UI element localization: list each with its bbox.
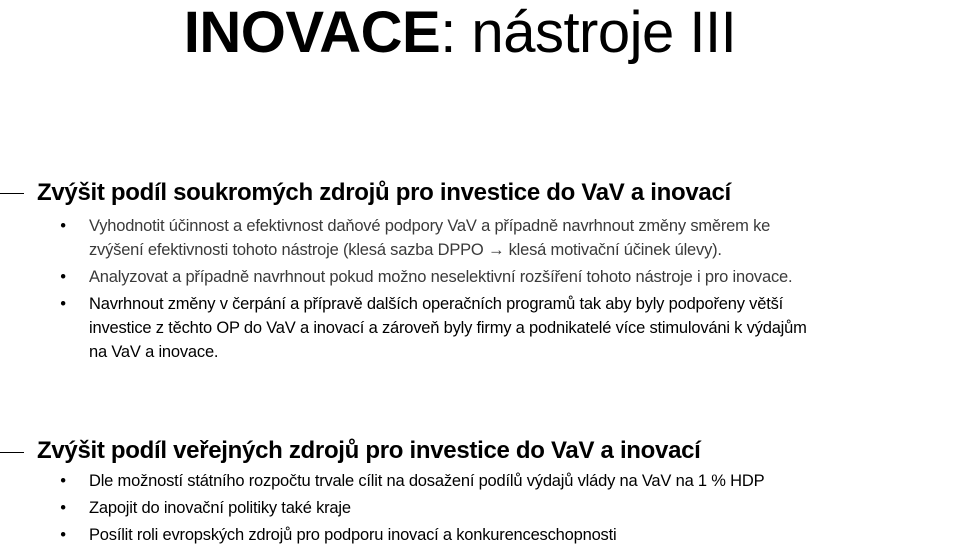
bullet-text-line: zvýšení efektivnosti tohoto nástroje (klesá sazba DPPO → klesá motivační účinek úlevy). [89, 241, 722, 259]
bullet-text-line: Vyhodnotit účinnost a efektivnost daňové podpory VaV a případně navrhnout změny směrem ke [89, 217, 771, 235]
bullet-text-line: Navrhnout změny v čerpání a přípravě dalších operačních programů tak aby byly podpořeny větší [89, 295, 784, 313]
bullet-item [57, 292, 957, 364]
bullet-dot-icon: • [60, 217, 66, 235]
slide-title-rest: : nástroje III [440, 0, 737, 65]
bullet-dot-icon: • [60, 268, 66, 286]
bullet-list [57, 469, 957, 550]
section-heading: Zvýšit podíl soukromých zdrojů pro investice do VaV a inovací [37, 179, 731, 206]
bullet-item [57, 496, 957, 520]
bullet-dot-icon: • [60, 526, 66, 544]
bullet-item [57, 214, 957, 262]
section-heading: Zvýšit podíl veřejných zdrojů pro investice do VaV a inovací [37, 437, 701, 464]
slide-title [0, 0, 920, 66]
bullet-text-line: investice z těchto OP do VaV a inovací a zároveň byly firmy a podnikatelé více stimulováni k výdajům [89, 319, 807, 337]
bullet-dot-icon: • [60, 295, 66, 313]
section-dash-marker [0, 193, 24, 194]
bullet-text-line: na VaV a inovace. [89, 343, 219, 361]
bullet-list [57, 214, 957, 367]
bullet-item [57, 265, 957, 289]
bullet-dot-icon: • [60, 472, 66, 490]
bullet-text-line: Zapojit do inovační politiky také kraje [89, 499, 351, 517]
bullet-text-line: Analyzovat a případně navrhnout pokud možno neselektivní rozšíření tohoto nástroje i pro inovace. [89, 268, 793, 286]
section-dash-marker [0, 452, 24, 453]
slide-title-bold: INOVACE [183, 0, 441, 65]
bullet-text-line: Dle možností státního rozpočtu trvale cílit na dosažení podílů výdajů vlády na VaV na 1 % HDP [89, 472, 765, 490]
bullet-item [57, 523, 957, 547]
bullet-item [57, 469, 957, 493]
bullet-dot-icon: • [60, 499, 66, 517]
bullet-text-line: Posílit roli evropských zdrojů pro podporu inovací a konkurenceschopnosti [89, 526, 617, 544]
